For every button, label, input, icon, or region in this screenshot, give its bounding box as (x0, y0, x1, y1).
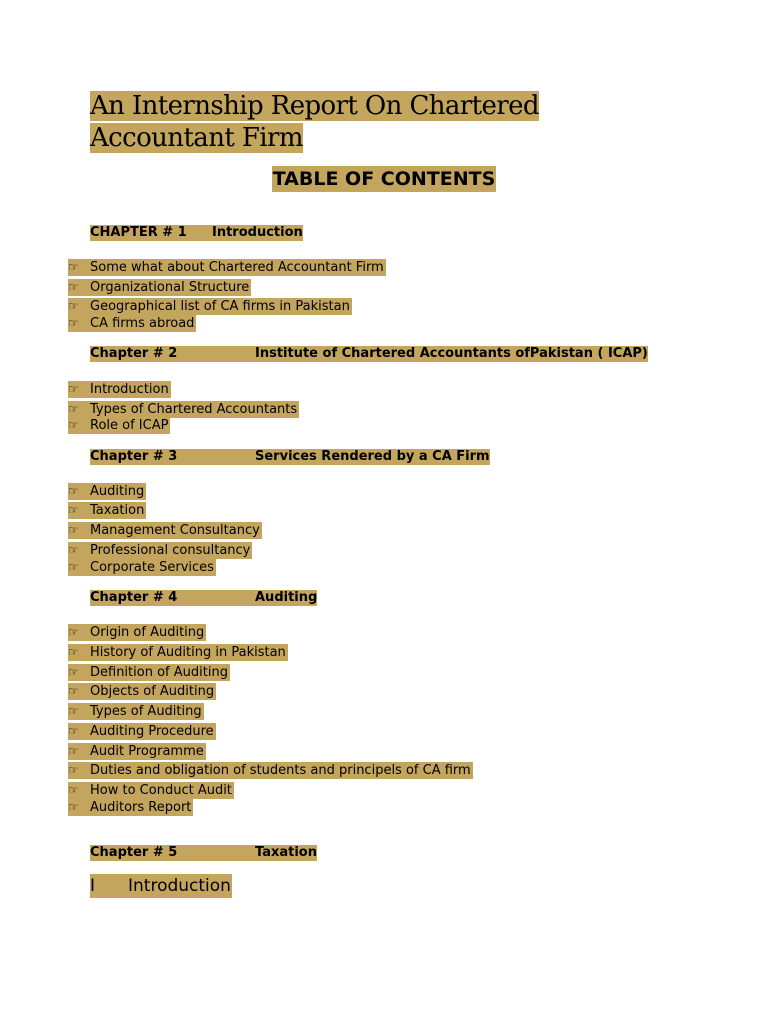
pointing-hand-icon: ☞ (68, 645, 79, 659)
pointing-hand-icon: ☞ (68, 543, 79, 557)
pointing-hand-icon: ☞ (68, 625, 79, 639)
chapter-number: Chapter # 4 (90, 590, 178, 605)
chapter-number: CHAPTER # 1 (90, 225, 187, 240)
pointing-hand-icon: ☞ (68, 382, 79, 396)
pointing-hand-icon: ☞ (68, 316, 79, 330)
pointing-hand-icon: ☞ (68, 744, 79, 758)
list-item: ☞ Objects of Auditing (68, 684, 215, 699)
list-item: ☞ Duties and obligation of students and principels of CA firm (68, 763, 471, 778)
list-item: ☞ History of Auditing in Pakistan (68, 645, 286, 660)
chapter-4-heading (90, 590, 317, 606)
pointing-hand-icon: ☞ (68, 402, 79, 416)
pointing-hand-icon: ☞ (68, 418, 79, 432)
chapter-1-heading (90, 225, 303, 241)
list-item: ☞ Management Consultancy (68, 523, 260, 538)
list-item: ☞ Audit Programme (68, 744, 204, 759)
pointing-hand-icon: ☞ (68, 260, 79, 274)
list-item: ☞ Types of Auditing (68, 704, 202, 719)
chapter-name: Introduction (212, 225, 303, 240)
pointing-hand-icon: ☞ (68, 503, 79, 517)
chapter-name: Auditing (255, 590, 318, 605)
chapter-number: Chapter # 5 (90, 845, 178, 860)
list-item: ☞ Taxation (68, 503, 145, 518)
chapter-3-heading (90, 449, 490, 465)
pointing-hand-icon: ☞ (68, 523, 79, 537)
report-title: An Internship Report On Chartered Accountant Firm (90, 91, 539, 153)
list-item: ☞ Corporate Services (68, 560, 214, 575)
list-item: ☞ Role of ICAP (68, 418, 169, 433)
pointing-hand-icon: ☞ (68, 280, 79, 294)
pointing-hand-icon: ☞ (68, 299, 79, 313)
chapter-name: Services Rendered by a CA Firm (255, 449, 490, 464)
pointing-hand-icon: ☞ (68, 484, 79, 498)
pointing-hand-icon: ☞ (68, 763, 79, 777)
pointing-hand-icon: ☞ (68, 684, 79, 698)
toc-heading: TABLE OF CONTENTS (272, 168, 496, 190)
chapter-number: Chapter # 2 (90, 346, 178, 361)
list-item: ☞ Geographical list of CA firms in Pakistan (68, 299, 350, 314)
chapter-2-heading (90, 346, 648, 362)
list-item: ☞ How to Conduct Audit (68, 783, 232, 798)
chapter-5-heading (90, 845, 317, 861)
list-item: ☞ Auditing (68, 484, 145, 499)
chapter-name: Taxation (255, 845, 317, 860)
pointing-hand-icon: ☞ (68, 560, 79, 574)
list-item: ☞ Types of Chartered Accountants (68, 402, 298, 417)
list-item: ☞ Definition of Auditing (68, 665, 228, 680)
chapter-number: Chapter # 3 (90, 449, 178, 464)
pointing-hand-icon: ☞ (68, 800, 79, 814)
list-item: ☞ Professional consultancy (68, 543, 251, 558)
chapter-name: Institute of Chartered Accountants ofPakistan ( ICAP) (255, 346, 648, 361)
section-name: Introduction (128, 876, 231, 896)
pointing-hand-icon: ☞ (68, 783, 79, 797)
list-item: ☞ Origin of Auditing (68, 625, 205, 640)
list-item: ☞ Introduction (68, 382, 169, 397)
list-item: ☞ Organizational Structure (68, 280, 250, 295)
list-item: ☞ CA firms abroad (68, 316, 195, 331)
pointing-hand-icon: ☞ (68, 724, 79, 738)
section-heading (90, 874, 232, 898)
list-item: ☞ Some what about Chartered Accountant Firm (68, 260, 384, 275)
list-item: ☞ Auditors Report (68, 800, 192, 815)
section-numeral: I (90, 876, 96, 896)
pointing-hand-icon: ☞ (68, 665, 79, 679)
list-item: ☞ Auditing Procedure (68, 724, 214, 739)
pointing-hand-icon: ☞ (68, 704, 79, 718)
